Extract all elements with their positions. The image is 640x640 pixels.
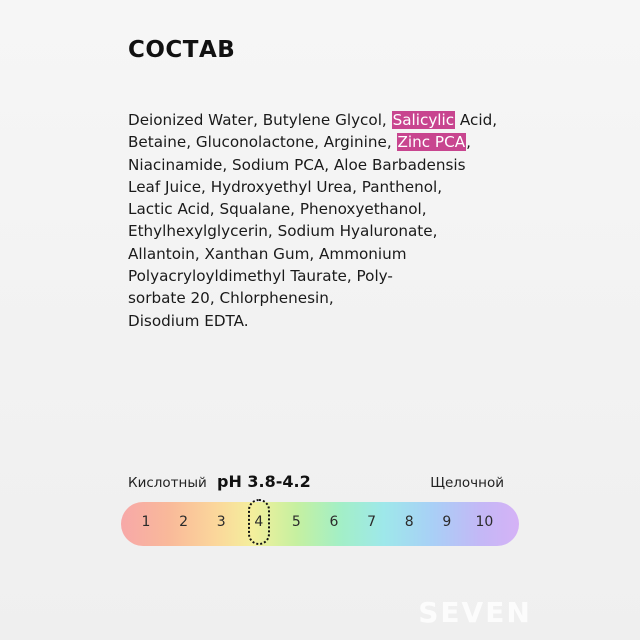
ingredients-line xyxy=(128,243,548,265)
ingredient-text: , xyxy=(466,133,471,152)
ingredient-text: Deionized Water, Butylene Glycol, xyxy=(128,111,392,129)
ph-tick-6: 6 xyxy=(329,514,339,530)
ph-label-row xyxy=(128,472,504,496)
ingredient-text: Lactic Acid, Squalane, Phenoxyethanol, xyxy=(128,200,427,219)
ingredient-text: Disodium EDTA. xyxy=(128,311,249,330)
ingredients-line xyxy=(128,287,548,309)
ingredients-line xyxy=(128,265,548,287)
ingredient-text: Allantoin, Xanthan Gum, Ammonium xyxy=(128,244,407,263)
ph-tick-10: 10 xyxy=(475,514,494,530)
ingredient-text: Betaine, Gluconolactone, Arginine, xyxy=(128,133,397,152)
ingredient-text: Leaf Juice, Hydroxyethyl Urea, Panthenol, xyxy=(128,177,443,196)
svg-text:SEVEN: SEVEN xyxy=(418,597,532,627)
ph-tick-2: 2 xyxy=(179,514,189,530)
seven-logo-watermark xyxy=(415,597,535,627)
ingredient-text: Polyacryloyldimethyl Taurate, Poly- xyxy=(128,267,393,286)
ingredient-text: Acid, xyxy=(455,111,498,129)
ph-tick-5: 5 xyxy=(291,514,301,530)
ingredients-line xyxy=(128,310,548,332)
ingredient-text: Ethylhexylglycerin, Sodium Hyaluronate, xyxy=(128,222,438,241)
highlighted-ingredient: Zinc PCA xyxy=(397,133,466,152)
page-title: СОСТАВ xyxy=(128,37,236,63)
ingredients-line xyxy=(128,131,548,153)
alkaline-label: Щелочной xyxy=(430,475,504,491)
ingredients-line xyxy=(128,176,548,198)
ph-tick-9: 9 xyxy=(442,514,452,530)
highlighted-ingredient: Salicylic xyxy=(392,111,455,129)
ph-tick-7: 7 xyxy=(367,514,377,530)
ph-scale xyxy=(121,502,519,546)
ph-value: pH 3.8-4.2 xyxy=(217,472,311,491)
ingredients-line xyxy=(128,154,548,176)
ph-tick-8: 8 xyxy=(404,514,414,530)
ph-tick-3: 3 xyxy=(216,514,226,530)
ph-tick-4: 4 xyxy=(254,514,264,530)
ingredient-text: Niacinamide, Sodium PCA, Aloe Barbadensis xyxy=(128,155,466,174)
ingredients-line xyxy=(128,198,548,220)
acidic-label: Кислотный xyxy=(128,475,207,491)
ingredients-list xyxy=(128,109,548,332)
ingredient-text: sorbate 20, Chlorphenesin, xyxy=(128,289,334,308)
ph-tick-1: 1 xyxy=(141,514,151,530)
ingredients-line xyxy=(128,109,548,131)
ingredients-line xyxy=(128,220,548,242)
